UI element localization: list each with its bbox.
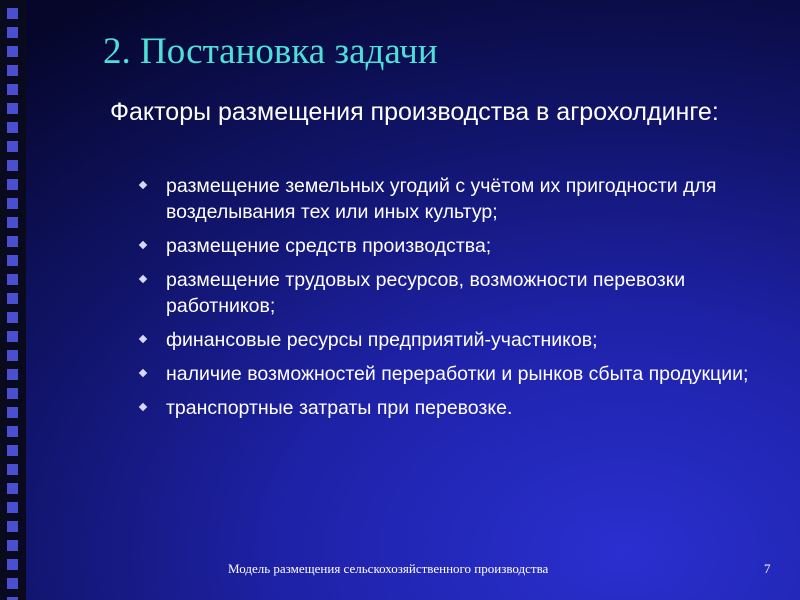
film-hole-decoration <box>7 179 18 190</box>
film-hole-decoration <box>7 217 18 228</box>
film-hole-decoration <box>7 122 18 133</box>
film-hole-decoration <box>7 27 18 38</box>
film-hole-decoration <box>7 331 18 342</box>
bullet-text: транспортные затраты при перевозке. <box>166 397 513 419</box>
film-hole-decoration <box>7 103 18 114</box>
film-hole-decoration <box>7 407 18 418</box>
diamond-bullet-icon <box>139 335 147 343</box>
film-hole-decoration <box>7 312 18 323</box>
film-hole-decoration <box>7 540 18 551</box>
film-hole-decoration <box>7 369 18 380</box>
list-item <box>138 327 758 353</box>
bullet-list <box>138 173 758 429</box>
bullet-text: размещение трудовых ресурсов, возможности перевозки работников; <box>166 269 686 317</box>
film-hole-decoration <box>7 274 18 285</box>
diamond-bullet-icon <box>139 241 147 249</box>
film-hole-decoration <box>7 236 18 247</box>
bullet-text: размещение средств производства; <box>166 235 492 257</box>
film-hole-decoration <box>7 293 18 304</box>
film-hole-decoration <box>7 426 18 437</box>
film-hole-decoration <box>7 84 18 95</box>
film-hole-decoration <box>7 388 18 399</box>
film-hole-decoration <box>7 160 18 171</box>
film-hole-decoration <box>7 521 18 532</box>
film-hole-decoration <box>7 502 18 513</box>
list-item <box>138 233 758 259</box>
film-hole-decoration <box>7 255 18 266</box>
slide-subtitle: Факторы размещения производства в агрохолдинге: <box>110 98 719 126</box>
film-hole-decoration <box>7 198 18 209</box>
list-item <box>138 267 758 319</box>
diamond-bullet-icon <box>139 369 147 377</box>
slide-title: 2. Постановка задачи <box>103 31 438 72</box>
film-hole-decoration <box>7 464 18 475</box>
diamond-bullet-icon <box>139 275 147 283</box>
diamond-bullet-icon <box>139 181 147 189</box>
film-hole-decoration <box>7 46 18 57</box>
bullet-text: наличие возможностей переработки и рынков сбыта продукции; <box>166 363 749 385</box>
page-number: 7 <box>764 561 771 576</box>
diamond-bullet-icon <box>139 403 147 411</box>
list-item <box>138 173 758 225</box>
film-hole-decoration <box>7 483 18 494</box>
list-item <box>138 361 758 387</box>
film-hole-decoration <box>7 578 18 589</box>
film-hole-decoration <box>7 350 18 361</box>
film-strip-decoration <box>0 0 26 600</box>
footer-text: Модель размещения сельскохозяйственного производства <box>228 561 549 576</box>
film-hole-decoration <box>7 445 18 456</box>
bullet-text: финансовые ресурсы предприятий-участников; <box>166 329 598 351</box>
film-hole-decoration <box>7 141 18 152</box>
bullet-text: размещение земельных угодий с учётом их пригодности для возделывания тех или иных культур; <box>166 175 717 223</box>
film-hole-decoration <box>7 559 18 570</box>
film-hole-decoration <box>7 65 18 76</box>
list-item <box>138 395 758 421</box>
film-hole-decoration <box>7 8 18 19</box>
